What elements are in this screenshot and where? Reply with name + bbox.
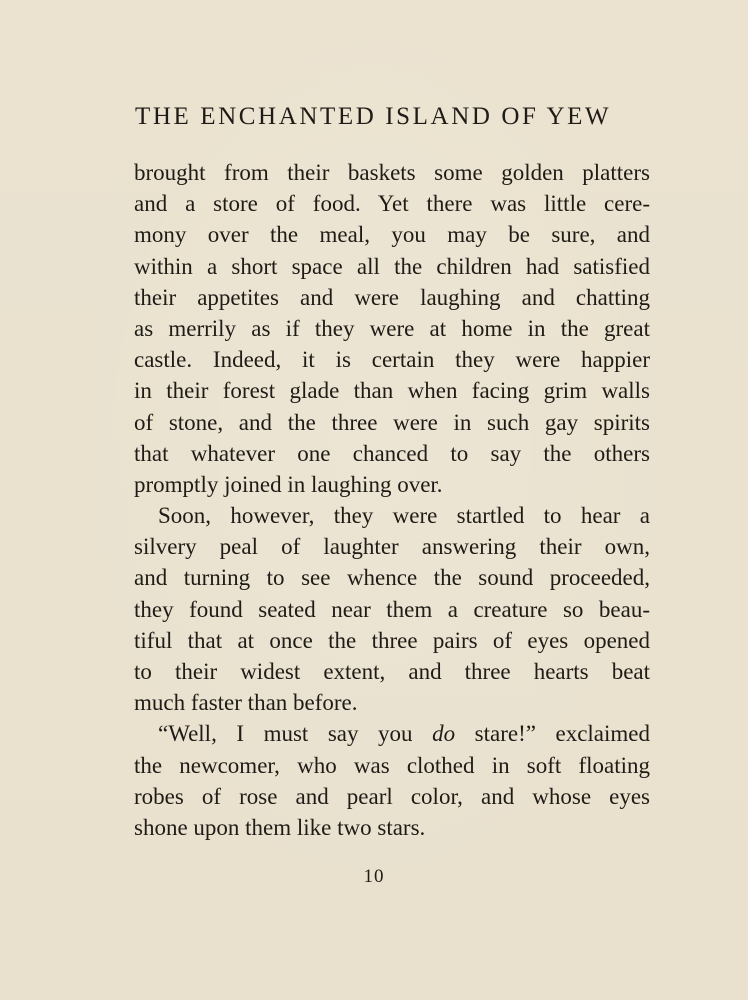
text-line: mony over the meal, you may be sure, and bbox=[134, 222, 650, 248]
text-run: “Well, I must say you bbox=[158, 721, 433, 747]
text-line: in their forest glade than when facing grim walls bbox=[134, 378, 650, 404]
text-line: and a store of food. Yet there was little cere- bbox=[134, 191, 650, 217]
text-line: they found seated near them a creature so beau- bbox=[134, 596, 650, 622]
running-head: THE ENCHANTED ISLAND OF YEW bbox=[135, 103, 612, 130]
text-line: brought from their baskets some golden platters bbox=[134, 160, 650, 185]
italic-word: do bbox=[432, 721, 456, 747]
text-line: promptly joined in laughing over. bbox=[134, 471, 443, 497]
text-line: that whatever one chanced to say the others bbox=[134, 440, 650, 466]
text-line: of stone, and the three were in such gay spirits bbox=[134, 409, 650, 435]
text-line: their appetites and were laughing and chatting bbox=[134, 284, 650, 310]
text-line: Soon, however, they were startled to hear a bbox=[158, 503, 650, 529]
text-line: robes of rose and pearl color, and whose eyes bbox=[134, 783, 650, 809]
text-line: within a short space all the children had satisfied bbox=[134, 253, 650, 279]
text-line-with-italic bbox=[134, 718, 650, 749]
text-run: stare!” exclaimed bbox=[455, 721, 650, 747]
body-text bbox=[134, 157, 650, 843]
text-line: to their widest extent, and three hearts beat bbox=[134, 659, 650, 684]
text-line: silvery peal of laughter answering their own, bbox=[134, 534, 650, 560]
text-line: shone upon them like two stars. bbox=[134, 814, 426, 840]
text-line: tiful that at once the three pairs of eyes opened bbox=[134, 627, 650, 653]
text-line: the newcomer, who was clothed in soft floating bbox=[134, 752, 650, 778]
text-line: much faster than before. bbox=[134, 690, 358, 716]
text-line: and turning to see whence the sound proceeded, bbox=[134, 565, 650, 591]
text-line: castle. Indeed, it is certain they were happier bbox=[134, 347, 650, 373]
page-number: 10 bbox=[363, 866, 385, 887]
text-line: as merrily as if they were at home in the great bbox=[134, 315, 650, 341]
